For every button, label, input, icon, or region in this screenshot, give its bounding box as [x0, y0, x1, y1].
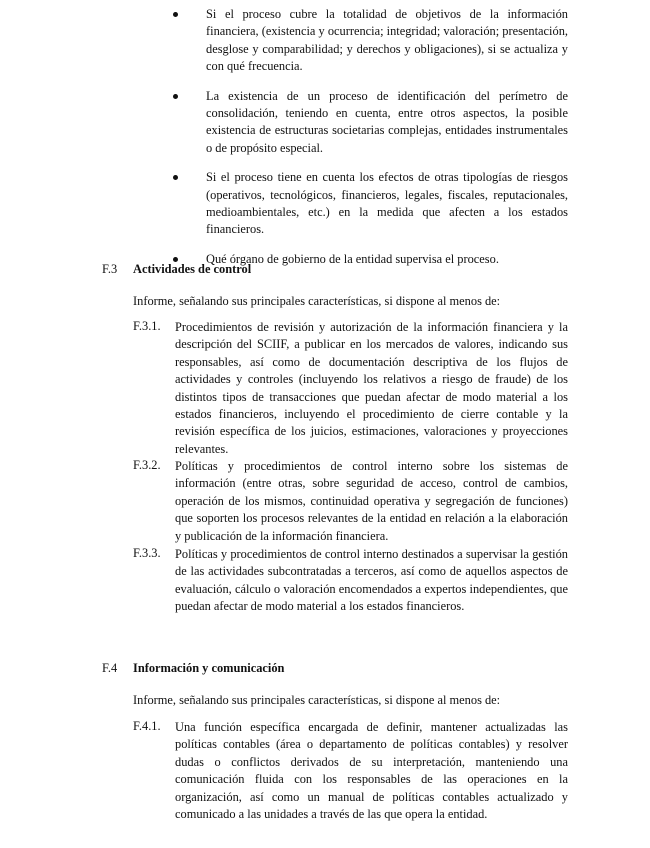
item-text: Políticas y procedimientos de control interno destinados a supervisar la gestión de las actividades subcontratadas a terceros, así como de aquellos aspectos de evaluación, cálculo o valoración encomendados a expertos independientes, que puedan afectar de modo material a los estados financieros.	[175, 547, 568, 614]
section-number: F.3	[102, 262, 118, 276]
section-intro: Informe, señalando sus principales características, si dispone al menos de:	[133, 693, 501, 707]
section-title: Información y comunicación	[133, 661, 285, 675]
numbered-item	[133, 719, 568, 823]
bullet-icon	[173, 175, 178, 180]
item-text: Procedimientos de revisión y autorización de la información financiera y la descripción del SCIIF, a publicar en los mercados de valores, indicando sus responsables, así como de documentación descriptiva de los flujos de actividades y controles (incluyendo los relativos a riesgo de fraude) de los distintos tipos de transacciones que puedan afectar de modo material a los estados financieros, incluyendo el procedimiento de cierre contable y la revisión específica de los juicios, estimaciones, valoraciones y proyecciones relevantes.	[175, 320, 568, 456]
bullet-text: Si el proceso tiene en cuenta los efectos de otras tipologías de riesgos (operativos, tecnológicos, financieros, legales, fiscales, reputacionales, medioambientales, etc.) en la medida que afecten a los estados financieros.	[206, 170, 568, 237]
bullet-icon	[173, 12, 178, 17]
numbered-item	[133, 546, 568, 616]
bullet-item	[0, 88, 650, 158]
bullet-text: Qué órgano de gobierno de la entidad supervisa el proceso.	[206, 251, 499, 266]
bullet-list	[0, 6, 650, 280]
bullet-text: Si el proceso cubre la totalidad de objetivos de la información financiera, (existencia y ocurrencia; integridad; valoración; presentación, desglose y comparabilidad; y derechos y obligaciones), si se actualiza y con qué frecuencia.	[206, 7, 568, 74]
bullet-item	[0, 169, 650, 239]
item-text: Políticas y procedimientos de control interno sobre los sistemas de información (entre otras, sobre seguridad de acceso, control de cambios, operación de los mismos, continuidad operativa y segregación de funciones) que soporten los procesos relevantes de la entidad en relación a la elaboración y publicación de la información financiera.	[175, 459, 568, 543]
bullet-item	[0, 6, 650, 76]
item-number: F.4.1.	[133, 719, 161, 733]
section-heading	[102, 661, 284, 676]
section-number: F.4	[102, 661, 118, 675]
item-number: F.3.3.	[133, 546, 161, 560]
numbered-item	[133, 319, 568, 458]
section-intro: Informe, señalando sus principales características, si dispone al menos de:	[133, 294, 501, 308]
item-number: F.3.2.	[133, 458, 161, 472]
bullet-item	[0, 251, 650, 268]
item-text: Una función específica encargada de definir, mantener actualizadas las políticas contables (área o departamento de políticas contables) y resolver dudas o conflictos derivados de su interpretación, manteniendo una comunicación fluida con los responsables de las operaciones en la organización, así como un manual de políticas contables actualizado y comunicado a las unidades a través de las que opera la entidad.	[175, 720, 568, 822]
item-number: F.3.1.	[133, 319, 161, 333]
bullet-icon	[173, 94, 178, 99]
section-title: Actividades de control	[133, 262, 252, 276]
numbered-item	[133, 458, 568, 545]
section-heading	[102, 262, 251, 277]
bullet-text: La existencia de un proceso de identificación del perímetro de consolidación, teniendo en cuenta, entre otros aspectos, la posible existencia de estructuras societarias complejas, entidades instrumentales o de propósito especial.	[206, 88, 568, 155]
